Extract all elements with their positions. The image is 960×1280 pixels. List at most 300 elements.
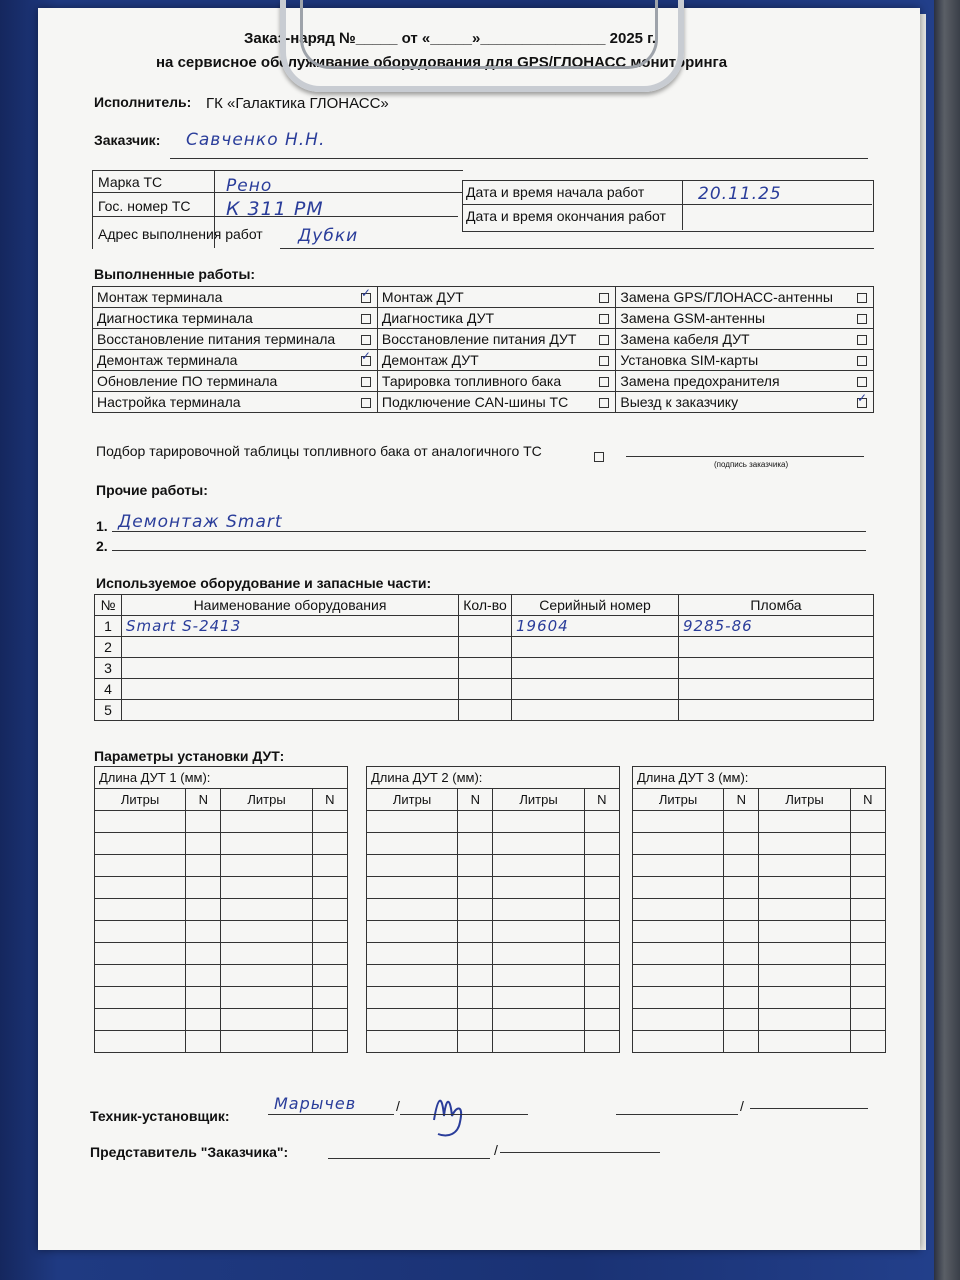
dut-cell[interactable] bbox=[633, 1031, 724, 1053]
dut-cell[interactable] bbox=[312, 877, 347, 899]
table-row bbox=[95, 658, 874, 679]
dut-cell[interactable] bbox=[458, 899, 493, 921]
dut-cell[interactable] bbox=[221, 855, 312, 877]
equip-col-name: Наименование оборудования bbox=[122, 595, 459, 616]
work-checkbox[interactable] bbox=[857, 377, 867, 387]
dut-cell[interactable] bbox=[633, 1009, 724, 1031]
dut-cell[interactable] bbox=[95, 1031, 186, 1053]
dut-cell[interactable] bbox=[367, 921, 458, 943]
work-checkbox[interactable] bbox=[599, 314, 609, 324]
dut-cell[interactable] bbox=[186, 943, 221, 965]
equip-cell-seal bbox=[679, 679, 874, 700]
equip-cell-n: 3 bbox=[95, 658, 122, 679]
dut-cell[interactable] bbox=[367, 855, 458, 877]
work-checkbox[interactable] bbox=[361, 377, 371, 387]
dut-cell[interactable] bbox=[367, 1009, 458, 1031]
work-checkbox[interactable] bbox=[857, 314, 867, 324]
dut-col-header: Литры bbox=[759, 789, 850, 811]
dut-cell[interactable] bbox=[458, 877, 493, 899]
dut-table-2 bbox=[366, 766, 620, 1053]
dut-cell[interactable] bbox=[221, 987, 312, 1009]
dut-row bbox=[95, 921, 348, 943]
dut-cell[interactable] bbox=[633, 811, 724, 833]
customer-rep-signature-line bbox=[500, 1152, 660, 1153]
dut-cell[interactable] bbox=[186, 855, 221, 877]
dut-cell[interactable] bbox=[850, 877, 885, 899]
clipboard-clip-inner bbox=[300, 0, 658, 69]
dut-row bbox=[367, 987, 620, 1009]
dut-cell[interactable] bbox=[95, 1009, 186, 1031]
dut-cell[interactable] bbox=[633, 987, 724, 1009]
dut-cell[interactable] bbox=[759, 987, 850, 1009]
dut-cell[interactable] bbox=[584, 899, 619, 921]
dut-cell[interactable] bbox=[221, 833, 312, 855]
dut-cell[interactable] bbox=[584, 1031, 619, 1053]
dut-cell[interactable] bbox=[367, 811, 458, 833]
dut-cell[interactable] bbox=[312, 1009, 347, 1031]
dut-cell[interactable] bbox=[493, 811, 584, 833]
dut-cell[interactable] bbox=[186, 833, 221, 855]
dut-col-header: Литры bbox=[221, 789, 312, 811]
customer-rep-name-line bbox=[328, 1158, 490, 1159]
dut-cell[interactable] bbox=[633, 921, 724, 943]
dut-cell[interactable] bbox=[221, 965, 312, 987]
customer-signature-line bbox=[626, 456, 864, 457]
dut-cell[interactable] bbox=[724, 811, 759, 833]
dut-row bbox=[633, 1031, 886, 1053]
dut-row bbox=[633, 943, 886, 965]
dut-col-header: Литры bbox=[493, 789, 584, 811]
dut-cell[interactable] bbox=[312, 943, 347, 965]
dut-cell[interactable] bbox=[850, 899, 885, 921]
equip-cell-qty bbox=[459, 616, 512, 637]
other-line-2 bbox=[112, 550, 866, 551]
equip-cell-serial bbox=[512, 658, 679, 679]
dut-cell[interactable] bbox=[312, 921, 347, 943]
dut-cell[interactable] bbox=[95, 965, 186, 987]
table-row bbox=[95, 700, 874, 721]
dut-cell[interactable] bbox=[221, 899, 312, 921]
dut-row bbox=[633, 965, 886, 987]
other-line-1 bbox=[112, 531, 866, 532]
works-heading: Выполненные работы: bbox=[94, 266, 256, 282]
dut-cell[interactable] bbox=[493, 965, 584, 987]
dut-cell[interactable] bbox=[186, 1031, 221, 1053]
dut-row bbox=[633, 855, 886, 877]
work-label: Подключение CAN-шины ТС bbox=[377, 392, 593, 413]
brand-value: Рено bbox=[226, 176, 273, 196]
work-checkbox[interactable] bbox=[599, 293, 609, 303]
dut-cell[interactable] bbox=[493, 899, 584, 921]
equip-cell-seal bbox=[679, 700, 874, 721]
dut-cell[interactable] bbox=[759, 943, 850, 965]
work-label: Тарировка топливного бака bbox=[377, 371, 593, 392]
dut-row bbox=[367, 877, 620, 899]
dut-cell[interactable] bbox=[493, 943, 584, 965]
dut-cell[interactable] bbox=[186, 811, 221, 833]
background-edge bbox=[934, 0, 960, 1280]
dut-cell[interactable] bbox=[633, 899, 724, 921]
dut-cell[interactable] bbox=[633, 877, 724, 899]
work-checkbox[interactable] bbox=[857, 335, 867, 345]
dut-cell[interactable] bbox=[221, 1031, 312, 1053]
dut-cell[interactable] bbox=[724, 855, 759, 877]
dut-cell[interactable] bbox=[221, 921, 312, 943]
work-label: Замена предохранителя bbox=[616, 371, 851, 392]
work-label: Замена GSM-антенны bbox=[616, 308, 851, 329]
dut-row bbox=[367, 921, 620, 943]
customer-line bbox=[170, 158, 868, 159]
dut-cell[interactable] bbox=[584, 943, 619, 965]
equip-col-qty: Кол-во bbox=[459, 595, 512, 616]
dut-row bbox=[95, 965, 348, 987]
dut-cell[interactable] bbox=[584, 1009, 619, 1031]
dut-cell[interactable] bbox=[584, 987, 619, 1009]
work-label: Демонтаж терминала bbox=[93, 350, 355, 371]
dut-cell[interactable] bbox=[458, 855, 493, 877]
dut-cell[interactable] bbox=[724, 1031, 759, 1053]
work-label: Восстановление питания ДУТ bbox=[377, 329, 593, 350]
works-row bbox=[93, 329, 874, 350]
dut-cell[interactable] bbox=[221, 877, 312, 899]
works-table bbox=[92, 286, 874, 413]
technician-name-line bbox=[268, 1114, 394, 1115]
technician-label: Техник-установщик: bbox=[90, 1108, 230, 1124]
other-heading: Прочие работы: bbox=[96, 482, 208, 498]
end-label: Дата и время окончания работ bbox=[466, 208, 666, 224]
dut-cell[interactable] bbox=[724, 877, 759, 899]
dut-cell[interactable] bbox=[186, 987, 221, 1009]
dut-cell[interactable] bbox=[493, 1009, 584, 1031]
dut-heading: Параметры установки ДУТ: bbox=[94, 748, 285, 764]
dut-row bbox=[633, 1009, 886, 1031]
dut-cell[interactable] bbox=[186, 965, 221, 987]
equipment-heading: Используемое оборудование и запасные части: bbox=[96, 575, 432, 591]
dut-row bbox=[95, 987, 348, 1009]
dut-row bbox=[633, 899, 886, 921]
equip-cell-name bbox=[122, 679, 459, 700]
brand-label: Марка ТС bbox=[98, 174, 163, 190]
dut-cell[interactable] bbox=[458, 921, 493, 943]
work-checkbox[interactable] bbox=[857, 356, 867, 366]
dut-cell[interactable] bbox=[186, 921, 221, 943]
dut-cell[interactable] bbox=[633, 855, 724, 877]
other-num-1: 1. bbox=[96, 518, 108, 534]
dut-cell[interactable] bbox=[458, 1031, 493, 1053]
dut-cell[interactable] bbox=[95, 943, 186, 965]
equip-cell-qty bbox=[459, 658, 512, 679]
dut-cell[interactable] bbox=[493, 987, 584, 1009]
dut-row bbox=[367, 1009, 620, 1031]
executor-value: ГК «Галактика ГЛОНАСС» bbox=[206, 95, 389, 112]
executor-label: Исполнитель: bbox=[94, 94, 192, 110]
equip-cell-n: 2 bbox=[95, 637, 122, 658]
dut-row bbox=[95, 943, 348, 965]
dut-row bbox=[367, 943, 620, 965]
dut-cell[interactable] bbox=[458, 811, 493, 833]
dut-cell[interactable] bbox=[312, 833, 347, 855]
works-row bbox=[93, 371, 874, 392]
address-label: Адрес выполнения работ bbox=[98, 226, 263, 242]
dut-row bbox=[633, 811, 886, 833]
equip-cell-seal: 9285-86 bbox=[679, 616, 874, 637]
work-label: Обновление ПО терминала bbox=[93, 371, 355, 392]
dut-cell[interactable] bbox=[850, 855, 885, 877]
dut-cell[interactable] bbox=[95, 899, 186, 921]
dut-cell[interactable] bbox=[724, 1009, 759, 1031]
dut-col-header: N bbox=[850, 789, 885, 811]
equip-cell-name bbox=[122, 658, 459, 679]
dut-cell[interactable] bbox=[458, 1009, 493, 1031]
dut-col-header: N bbox=[724, 789, 759, 811]
dut-cell[interactable] bbox=[367, 877, 458, 899]
dut-cell[interactable] bbox=[850, 833, 885, 855]
dut-cell[interactable] bbox=[584, 855, 619, 877]
equip-col-num: № bbox=[95, 595, 122, 616]
dut-cell[interactable] bbox=[724, 987, 759, 1009]
calib-checkbox[interactable] bbox=[594, 452, 604, 462]
dut-cell[interactable] bbox=[312, 855, 347, 877]
table-row bbox=[95, 616, 874, 637]
dut-col-header: N bbox=[458, 789, 493, 811]
dut-cell[interactable] bbox=[493, 1031, 584, 1053]
dut-cell[interactable] bbox=[584, 877, 619, 899]
address-value: Дубки bbox=[298, 226, 359, 246]
work-label: Настройка терминала bbox=[93, 392, 355, 413]
work-checkbox[interactable] bbox=[361, 293, 371, 303]
equipment-table bbox=[94, 594, 874, 721]
dut-cell[interactable] bbox=[493, 855, 584, 877]
dut-cell[interactable] bbox=[759, 833, 850, 855]
work-checkbox[interactable] bbox=[599, 398, 609, 408]
dut-cell[interactable] bbox=[724, 833, 759, 855]
dut-title: Длина ДУТ 1 (мм): bbox=[95, 767, 348, 789]
dut-cell[interactable] bbox=[724, 943, 759, 965]
work-label: Диагностика терминала bbox=[93, 308, 355, 329]
customer-rep-label: Представитель "Заказчика": bbox=[90, 1144, 289, 1160]
dut-cell[interactable] bbox=[759, 811, 850, 833]
dut-cell[interactable] bbox=[850, 921, 885, 943]
dut-cell[interactable] bbox=[221, 1009, 312, 1031]
other-num-2: 2. bbox=[96, 538, 108, 554]
dut-cell[interactable] bbox=[850, 965, 885, 987]
dut-cell[interactable] bbox=[367, 833, 458, 855]
dut-row bbox=[367, 811, 620, 833]
work-label: Диагностика ДУТ bbox=[377, 308, 593, 329]
dut-cell[interactable] bbox=[221, 943, 312, 965]
dut-cell[interactable] bbox=[312, 811, 347, 833]
other-value-1: Демонтаж Smart bbox=[118, 512, 283, 532]
work-checkbox[interactable] bbox=[361, 314, 371, 324]
dut-cell[interactable] bbox=[95, 987, 186, 1009]
equip-cell-seal bbox=[679, 658, 874, 679]
works-row bbox=[93, 287, 874, 308]
equip-cell-serial bbox=[512, 700, 679, 721]
dut-row bbox=[95, 899, 348, 921]
work-label: Восстановление питания терминала bbox=[93, 329, 355, 350]
dut-cell[interactable] bbox=[312, 965, 347, 987]
customer-value: Савченко Н.Н. bbox=[186, 130, 326, 150]
work-checkbox[interactable] bbox=[599, 377, 609, 387]
works-row bbox=[93, 392, 874, 413]
work-checkbox[interactable] bbox=[857, 293, 867, 303]
dut-cell[interactable] bbox=[724, 921, 759, 943]
dut-title: Длина ДУТ 2 (мм): bbox=[367, 767, 620, 789]
dut-cell[interactable] bbox=[759, 921, 850, 943]
dut-cell[interactable] bbox=[850, 987, 885, 1009]
dut-cell[interactable] bbox=[584, 965, 619, 987]
dut-row bbox=[95, 855, 348, 877]
title-line-2: на сервисное обслуживание оборудования для GPS/ГЛОНАСС мониторинга bbox=[156, 54, 728, 71]
customer-label: Заказчик: bbox=[94, 132, 161, 148]
equip-cell-n: 5 bbox=[95, 700, 122, 721]
dut-cell[interactable] bbox=[493, 833, 584, 855]
dut-col-header: Литры bbox=[367, 789, 458, 811]
work-checkbox[interactable] bbox=[857, 398, 867, 408]
work-label: Замена GPS/ГЛОНАСС-антенны bbox=[616, 287, 851, 308]
dut-cell[interactable] bbox=[312, 1031, 347, 1053]
equip-cell-serial bbox=[512, 679, 679, 700]
dut-cell[interactable] bbox=[759, 965, 850, 987]
dut-cell[interactable] bbox=[759, 877, 850, 899]
dut-cell[interactable] bbox=[633, 833, 724, 855]
work-label: Замена кабеля ДУТ bbox=[616, 329, 851, 350]
table-row bbox=[95, 637, 874, 658]
dut-cell[interactable] bbox=[493, 921, 584, 943]
dut-row bbox=[633, 833, 886, 855]
work-label: Монтаж ДУТ bbox=[377, 287, 593, 308]
dut-row bbox=[367, 1031, 620, 1053]
dut-cell[interactable] bbox=[850, 811, 885, 833]
dut-cell[interactable] bbox=[221, 811, 312, 833]
work-order-form: Заказ-наряд №_____ от «_____»_______________ 2025 г. на сервисное обслуживание оборудования для GPS/ГЛОНАСС мониторинга Исполнитель: ГК «Галактика ГЛОНАСС» Заказчик: Савченко Н.Н. Марка ТС Рено Гос. номер ТС К 311 РМ Адрес выполнения работ Дубки Дата и время начала работ 20.11.25 Дата и время окончания работ Выполненные работы: Монтаж терминала ✓ Монтаж ДУТ Замена GPS/ГЛОНАСС-антенны Диагностика терминала Диагностика ДУТ Замена GSM-антенны Восстановление питания терминала Восстановление питания ДУТ Замена кабеля ДУТ Демонтаж терминала ✓ Демонтаж ДУТ Установка SIM-карты Обновление ПО терминала Тарировка топливного бака Замена предохранителя Настройка терминала Подключение CAN-шины ТС Выезд к заказчику ✓ Подбор тарировочной таблицы топливного бака от аналогичного ТС (подпись заказчика) Прочие работы: 1. Демонтаж Smart 2. Используемое оборудование и запасные части: № Наименование оборудования Кол-во Серийный номер Пломба 1 Smart S-2413 19604 9285-86 2 3 4 5 Параметры установки ДУТ: Длина ДУТ 1 (мм): Литры N Литры N Длина ДУТ 2 (мм): Литры N Литры N Длина ДУТ 3 (мм): Литры N Литры N Техник-установщик: Марычев / / Представитель "Заказчика": / bbox=[38, 8, 920, 1250]
dut-row bbox=[95, 811, 348, 833]
dut-table-3 bbox=[632, 766, 886, 1053]
dut-cell[interactable] bbox=[186, 877, 221, 899]
dut-cell[interactable] bbox=[724, 965, 759, 987]
dut-cell[interactable] bbox=[759, 1031, 850, 1053]
dut-row bbox=[95, 877, 348, 899]
dut-cell[interactable] bbox=[458, 833, 493, 855]
dut-cell[interactable] bbox=[95, 833, 186, 855]
work-label: Демонтаж ДУТ bbox=[377, 350, 593, 371]
equip-cell-qty bbox=[459, 679, 512, 700]
dut-cell[interactable] bbox=[850, 1009, 885, 1031]
work-label: Выезд к заказчику bbox=[616, 392, 851, 413]
dut-cell[interactable] bbox=[312, 987, 347, 1009]
dut-cell[interactable] bbox=[95, 921, 186, 943]
dut-col-header: N bbox=[584, 789, 619, 811]
works-row bbox=[93, 308, 874, 329]
dut-cell[interactable] bbox=[367, 943, 458, 965]
work-label: Установка SIM-карты bbox=[616, 350, 851, 371]
dut-col-header: Литры bbox=[95, 789, 186, 811]
dut-cell[interactable] bbox=[759, 855, 850, 877]
work-checkbox[interactable] bbox=[361, 335, 371, 345]
dut-row bbox=[633, 877, 886, 899]
dut-cell[interactable] bbox=[584, 811, 619, 833]
dut-cell[interactable] bbox=[493, 877, 584, 899]
dut-cell[interactable] bbox=[186, 899, 221, 921]
dut-table-1 bbox=[94, 766, 348, 1053]
table-row bbox=[95, 679, 874, 700]
plate-label: Гос. номер ТС bbox=[98, 198, 191, 214]
equip-cell-qty bbox=[459, 637, 512, 658]
equip-cell-name bbox=[122, 637, 459, 658]
dut-row bbox=[633, 921, 886, 943]
works-row bbox=[93, 350, 874, 371]
dut-cell[interactable] bbox=[367, 1031, 458, 1053]
dut-cell[interactable] bbox=[458, 943, 493, 965]
dut-cell[interactable] bbox=[584, 921, 619, 943]
vehicle-block bbox=[92, 170, 874, 250]
extra-name-line bbox=[616, 1114, 738, 1115]
dut-cell[interactable] bbox=[367, 899, 458, 921]
dut-cell[interactable] bbox=[95, 877, 186, 899]
dut-col-header: N bbox=[186, 789, 221, 811]
dut-cell[interactable] bbox=[95, 855, 186, 877]
dut-cell[interactable] bbox=[759, 1009, 850, 1031]
technician-name: Марычев bbox=[274, 1094, 357, 1113]
work-checkbox[interactable] bbox=[599, 335, 609, 345]
dut-cell[interactable] bbox=[850, 943, 885, 965]
work-label: Монтаж терминала bbox=[93, 287, 355, 308]
dut-cell[interactable] bbox=[850, 1031, 885, 1053]
dut-row bbox=[95, 1031, 348, 1053]
calib-label: Подбор тарировочной таблицы топливного бака от аналогичного ТС bbox=[96, 443, 542, 459]
equip-cell-name bbox=[122, 700, 459, 721]
equip-cell-n: 4 bbox=[95, 679, 122, 700]
dut-cell[interactable] bbox=[759, 899, 850, 921]
equip-cell-n: 1 bbox=[95, 616, 122, 637]
dut-cell[interactable] bbox=[633, 943, 724, 965]
dut-row bbox=[367, 899, 620, 921]
work-checkbox[interactable] bbox=[361, 398, 371, 408]
dut-row bbox=[95, 1009, 348, 1031]
dut-cell[interactable] bbox=[724, 899, 759, 921]
extra-signature-line bbox=[750, 1108, 868, 1109]
dut-row bbox=[95, 833, 348, 855]
dut-col-header: N bbox=[312, 789, 347, 811]
dut-row bbox=[367, 965, 620, 987]
dut-title: Длина ДУТ 3 (мм): bbox=[633, 767, 886, 789]
equip-cell-serial bbox=[512, 637, 679, 658]
dut-row bbox=[367, 855, 620, 877]
title-line-1: Заказ-наряд №_____ от «_____»_______________ 2025 г. bbox=[244, 30, 657, 47]
dut-cell[interactable] bbox=[584, 833, 619, 855]
dut-cell[interactable] bbox=[186, 1009, 221, 1031]
technician-signature-line bbox=[400, 1114, 528, 1115]
dut-cell[interactable] bbox=[95, 811, 186, 833]
dut-cell[interactable] bbox=[312, 899, 347, 921]
dut-cell[interactable] bbox=[367, 987, 458, 1009]
dut-cell[interactable] bbox=[367, 965, 458, 987]
dut-cell[interactable] bbox=[633, 965, 724, 987]
dut-row bbox=[367, 833, 620, 855]
work-checkbox[interactable] bbox=[599, 356, 609, 366]
dut-cell[interactable] bbox=[458, 987, 493, 1009]
work-checkbox[interactable] bbox=[361, 356, 371, 366]
dut-col-header: Литры bbox=[633, 789, 724, 811]
equip-cell-name: Smart S-2413 bbox=[122, 616, 459, 637]
equip-cell-seal bbox=[679, 637, 874, 658]
dut-cell[interactable] bbox=[458, 965, 493, 987]
start-label: Дата и время начала работ bbox=[466, 184, 645, 200]
start-value: 20.11.25 bbox=[698, 184, 782, 204]
dut-row bbox=[633, 987, 886, 1009]
equip-col-seal: Пломба bbox=[679, 595, 874, 616]
equip-cell-qty bbox=[459, 700, 512, 721]
